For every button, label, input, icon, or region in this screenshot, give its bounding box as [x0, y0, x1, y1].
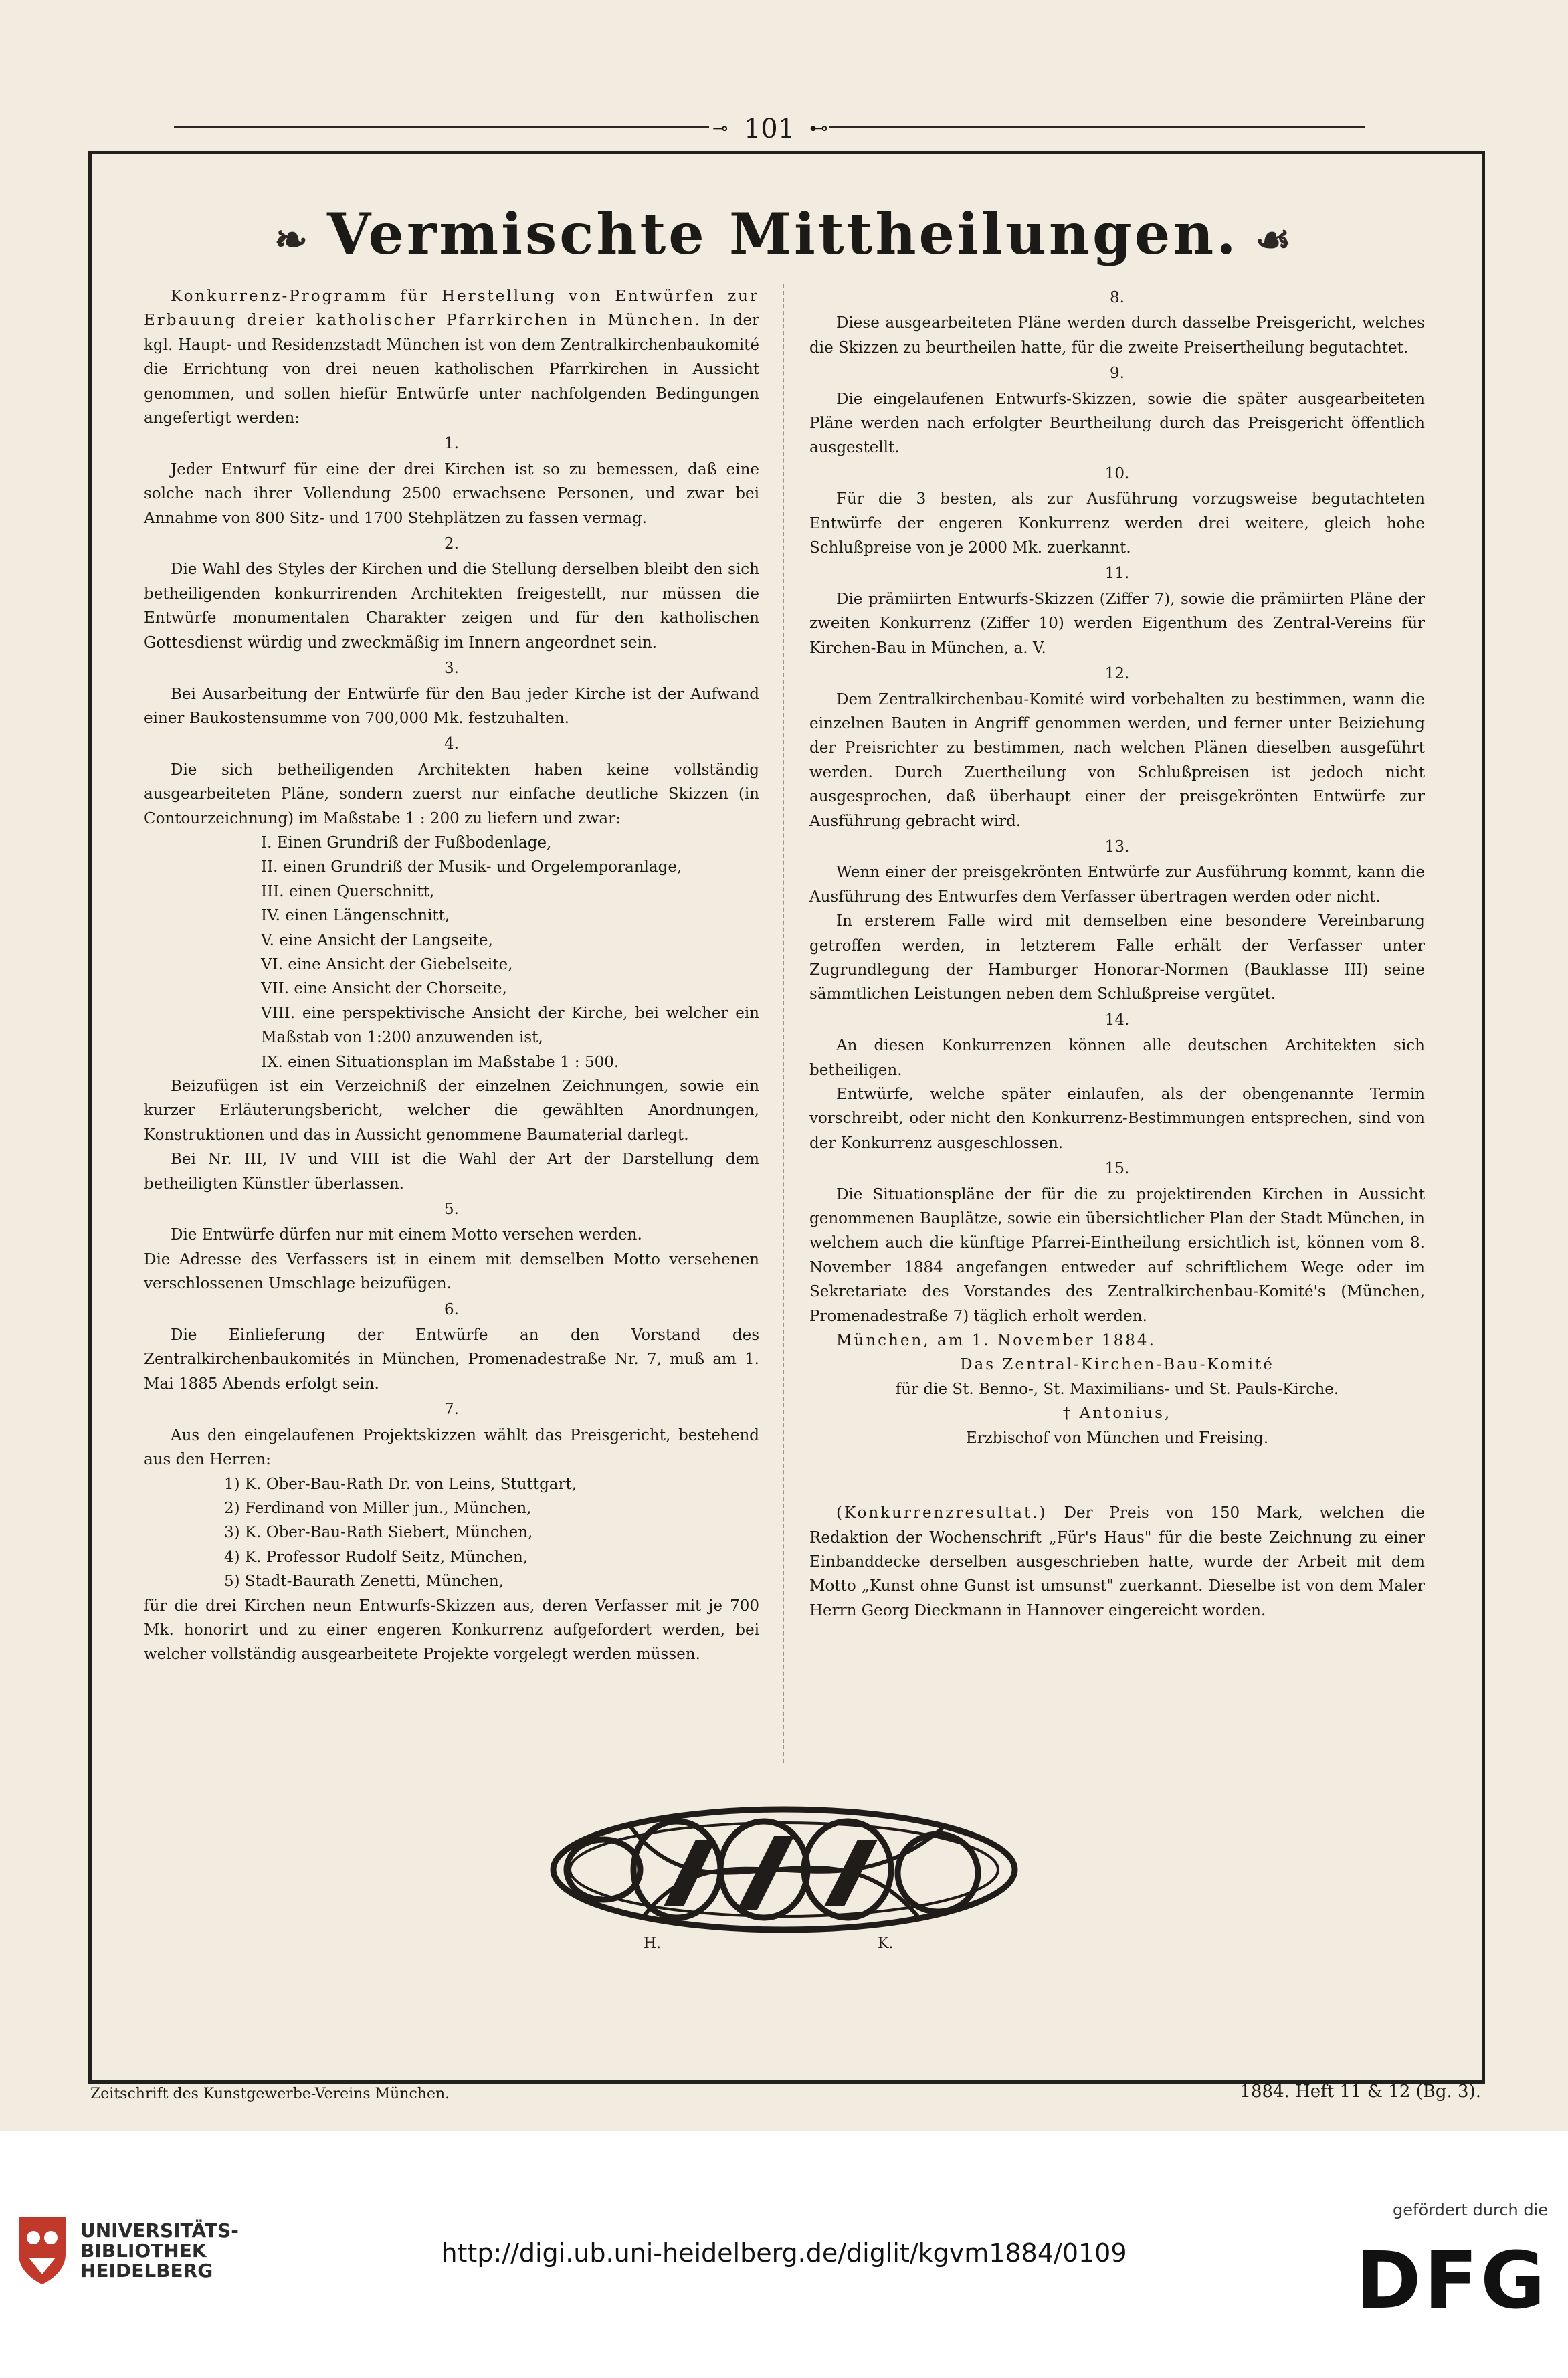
drawing-list [144, 831, 759, 1074]
uni-line-1: UNIVERSITÄTS- [80, 2219, 239, 2242]
list-item: 3) K. Ober-Bau-Rath Siebert, München, [224, 1524, 533, 1542]
section-text: für die drei Kirchen neun Entwurfs-Skizzen aus, deren Verfasser mit je 700 Mk. honorirt und zu einer engeren Konkurrenz aufgefordert werden, bei welcher vollständig ausgearbeitete Projekte vorgelegt werden müssen. [144, 1597, 759, 1664]
list-item: I. Einen Grundriß der Fußbodenlage, [261, 833, 552, 852]
list-item: VII. eine Ansicht der Chorseite, [261, 980, 507, 998]
dateline: München, am 1. November 1884. [836, 1332, 1156, 1350]
section-text: An diesen Konkurrenzen können alle deutschen Architekten sich betheiligen. [809, 1037, 1425, 1079]
section-number: 11. [1104, 565, 1130, 583]
section-number: 1. [444, 435, 459, 453]
section-text: Dem Zentralkirchenbau-Komité wird vorbehalten zu bestimmen, wann die einzelnen Bauten in Angriff genommen werden, und ferner unter Beiziehung der Preisrichter zu bestimmen, nach welchen Plänen dieselben ausgeführt werden. Durch Zuertheilung von Schlußpreisen ist jedoch nicht ausgesprochen, daß überhaupt einer der preisgekrönten Entwürfe zur Ausführung gebracht wird. [809, 690, 1425, 830]
list-item: 2) Ferdinand von Miller jun., München, [224, 1499, 532, 1517]
list-item: II. einen Grundriß der Musik- und Orgelemporanlage, [261, 858, 682, 876]
section-number: 3. [444, 660, 459, 678]
signature-title: Erzbischof von München und Freising. [965, 1429, 1269, 1447]
flourish-left-icon: ❧ [274, 217, 328, 264]
section-text: Die eingelaufenen Entwurfs-Skizzen, sowie die später ausgearbeiteten Pläne werden nach erfolgter Beurtheilung durch das Preisgericht öffentlich ausgestellt. [809, 390, 1425, 457]
result-text: Der Preis von 150 Mark, welchen die Redaktion der Wochenschrift „Für's Haus" für die beste Zeichnung zu einer Einbanddecke derselben ausgeschrieben hatte, wurde der Arbeit mit dem Motto „Kunst ohne Gunst ist umsunst" zuerkannt. Dieselbe ist von dem Maler Herrn Georg Dieckmann in Hannover eingereicht worden. [809, 1504, 1425, 1619]
section-text: Diese ausgearbeiteten Pläne werden durch dasselbe Preisgericht, welches die Skizzen zu beurtheilen hatte, für die zweite Preisertheilung begutachtet. [809, 314, 1425, 357]
monogram-letters [664, 1836, 878, 1910]
section-text: Beizufügen ist ein Verzeichniß der einzelnen Zeichnungen, sowie ein kurzer Erläuterungsbericht, welcher die gewählten Anordnungen, Konstruktionen und das in Aussicht genommene Baumaterial darlegt. [144, 1078, 759, 1144]
column-divider [783, 284, 785, 1763]
monogram-ornament [543, 1799, 1025, 1953]
section-number: 12. [1104, 665, 1130, 683]
document-url-link[interactable]: http://digi.ub.uni-heidelberg.de/diglit/kgvm1884/0109 [441, 2238, 1127, 2268]
signature-churches: für die St. Benno-, St. Maximilians- und St. Pauls-Kirche. [895, 1380, 1339, 1398]
section-text: Entwürfe, welche später einlaufen, als der obengenannte Termin vorschreibt, oder nicht den Konkurrenz-Bestimmungen entsprechen, sind von der Konkurrenz ausgeschlossen. [809, 1086, 1425, 1152]
section-text: Die Adresse des Verfassers ist in einem mit demselben Motto versehenen verschlossenen Umschlage beizufügen. [144, 1250, 759, 1293]
uni-line-3: HEIDELBERG [80, 2260, 213, 2282]
monogram-initial-k: K. [878, 1935, 894, 1952]
flourish-right-icon: ☙ [1238, 217, 1294, 264]
jury-list [144, 1472, 759, 1594]
section-text: Jeder Entwurf für eine der drei Kirchen ist so zu bemessen, daß eine solche nach ihrer Vollendung 2500 erwachsene Personen, und zwar bei Annahme von 800 Sitz- und 1700 Stehplätzen zu fassen vermag. [144, 460, 759, 527]
footer-journal: Zeitschrift des Kunstgewerbe-Vereins München. [90, 2086, 450, 2102]
list-item: 5) Stadt-Baurath Zenetti, München, [224, 1573, 504, 1591]
section-text: Bei Ausarbeitung der Entwürfe für den Bau jeder Kirche ist der Aufwand einer Baukostensumme von 700,000 Mk. festzuhalten. [144, 685, 759, 727]
list-item: VIII. eine perspektivische Ansicht der Kirche, bei welcher ein Maßstab von 1:200 anzuwenden ist, [261, 1004, 759, 1047]
section-text: Die Wahl des Styles der Kirchen und die Stellung derselben bleibt den sich betheiligenden konkurrirenden Architekten freigestellt, nur müssen die Entwürfe monumentalen Charakter zeigen und für den katholischen Gottesdienst würdig und zweckmäßig im Innern angeordnet sein. [144, 561, 759, 652]
section-number: 5. [444, 1201, 459, 1219]
list-item: IV. einen Längenschnitt, [261, 907, 450, 925]
rule-line-left [174, 126, 709, 128]
monogram-initial-h: H. [644, 1935, 662, 1952]
section-number: 2. [444, 535, 459, 553]
page-title [0, 201, 1568, 267]
dfg-logo: DFG [1355, 2234, 1548, 2326]
section-number: 10. [1104, 464, 1130, 482]
section-number: 7. [444, 1401, 459, 1419]
section-text: Bei Nr. III, IV und VIII ist die Wahl der Art der Darstellung dem betheiligten Künstler überlassen. [144, 1151, 759, 1193]
page-number: 101 [743, 114, 795, 144]
funded-by-label: gefördert durch die [1393, 2201, 1548, 2219]
page-number-rule [174, 114, 1365, 144]
section-number: 6. [444, 1300, 459, 1318]
section-number: 4. [444, 735, 459, 753]
right-column [809, 284, 1425, 1623]
section-text: Für die 3 besten, als zur Ausführung vorzugsweise begutachteten Entwürfe der engeren Konkurrenz werden drei weitere, gleich hohe Schlußpreise von je 2000 Mk. zuerkannt. [809, 490, 1425, 557]
page-title-text: Vermischte Mittheilungen. [327, 201, 1239, 267]
signature-name: † Antonius, [1062, 1405, 1172, 1423]
section-text: Die prämiirten Entwurfs-Skizzen (Ziffer 7), sowie die prämiirten Pläne der zweiten Konkurrenz (Ziffer 10) werden Eigenthum des Zentral-Vereins für Kirchen-Bau in München, a. V. [809, 590, 1425, 657]
rule-line-right [829, 126, 1365, 128]
section-text: In ersterem Falle wird mit demselben eine besondere Vereinbarung getroffen werden, in letzterem Falle erhält der Verfasser unter Zugrundlegung der Hamburger Honorar-Normen (Bauklasse III) seine sämmtlichen Leistungen neben dem Schlußpreise vergütet. [809, 912, 1425, 1003]
result-label: (Konkurrenzresultat.) [836, 1504, 1048, 1522]
spacer [809, 1476, 1425, 1501]
section-number: 14. [1104, 1011, 1130, 1029]
section-text: Die Entwürfe dürfen nur mit einem Motto versehen werden. [171, 1226, 642, 1244]
intro-text: In der kgl. Haupt- und Residenzstadt München ist von dem Zentralkirchenbaukomité die Errichtung von drei neuen katholischen Pfarrkirchen in Aussicht genommen, und sollen hiefür Entwürfe unter nachfolgenden Bedingungen angefertigt werden: [144, 312, 760, 427]
section-number: 8. [1110, 289, 1124, 306]
uni-line-2: BIBLIOTHEK [80, 2240, 207, 2262]
list-item: 1) K. Ober-Bau-Rath Dr. von Leins, Stuttgart, [224, 1475, 577, 1493]
section-number: 9. [1110, 365, 1124, 383]
intro-heading: Konkurrenz-Programm für Herstellung von Entwürfen zur Erbauung dreier katholischer Pfarrkirchen in München. [144, 288, 759, 330]
monogram-loops [553, 1809, 1015, 1930]
section-text: Aus den eingelaufenen Projektskizzen wählt das Preisgericht, bestehend aus den Herren: [144, 1426, 759, 1469]
section-text: Die sich betheiligenden Architekten haben keine vollständig ausgearbeiteten Pläne, sondern zuerst nur einfache deutliche Skizzen (in Contourzeichnung) im Maßstabe 1 : 200 zu liefern und zwar: [144, 761, 759, 827]
signature-committee: Das Zentral-Kirchen-Bau-Komité [960, 1356, 1274, 1374]
list-item: VI. eine Ansicht der Giebelseite, [261, 955, 513, 973]
section-text: Die Situationspläne der für die zu projektirenden Kirchen in Aussicht genommenen Bauplätze, sowie ein übersichtlicher Plan der Stadt München, in welchem auch die künftige Pfarrei-Eintheilung ersichtlich ist, können vom 8. November 1884 angefangen entweder auf schriftlichem Wege oder im Sekretariate des Vorstandes des Zentralkirchenbau-Komité's (München, Promenadestraße 7) täglich erholt werden. [809, 1185, 1425, 1325]
list-item: III. einen Querschnitt, [261, 882, 435, 900]
ornament-left: ⊸ [712, 117, 728, 139]
section-text: Wenn einer der preisgekrönten Entwürfe zur Ausführung kommt, kann die Ausführung des Entwurfes dem Verfasser übertragen werden oder nicht. [809, 864, 1425, 906]
list-item: V. eine Ansicht der Langseite, [261, 931, 493, 949]
footer-issue: 1884. Heft 11 & 12 (Bg. 3). [1240, 2082, 1481, 2102]
section-number: 13. [1104, 837, 1130, 856]
list-item: 4) K. Professor Rudolf Seitz, München, [224, 1548, 528, 1566]
ornament-right: ⊷ [809, 117, 828, 139]
list-item: IX. einen Situationsplan im Maßstabe 1 : 500. [261, 1053, 619, 1071]
section-number: 15. [1104, 1160, 1130, 1178]
left-column [144, 284, 759, 1667]
section-text: Die Einlieferung der Entwürfe an den Vorstand des Zentralkirchenbaukomités in München, Promenadestraße Nr. 7, muß am 1. Mai 1885 Abends erfolgt sein. [144, 1326, 759, 1393]
spacer [809, 1450, 1425, 1476]
